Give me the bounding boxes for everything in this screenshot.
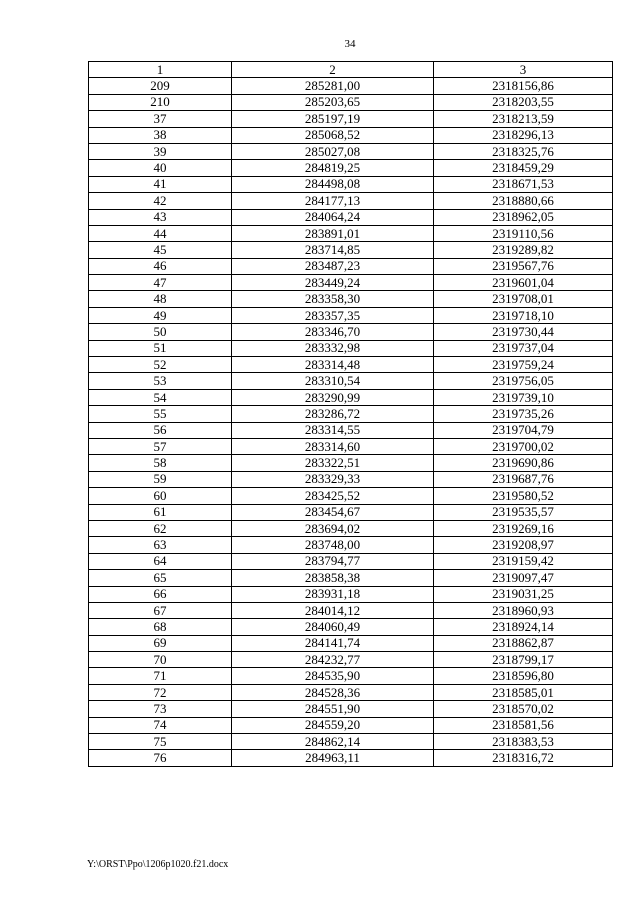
table-row (89, 701, 613, 717)
y-coordinate-cell: 2319704,79 (434, 422, 613, 438)
x-coordinate-cell: 283748,00 (232, 537, 434, 553)
table-row (89, 143, 613, 159)
point-number-cell: 45 (89, 242, 232, 258)
y-coordinate-cell: 2318213,59 (434, 111, 613, 127)
table-row (89, 422, 613, 438)
point-number-cell: 66 (89, 586, 232, 602)
y-coordinate-cell: 2318581,56 (434, 717, 613, 733)
x-coordinate-cell: 284498,08 (232, 176, 434, 192)
point-number-cell: 43 (89, 209, 232, 225)
x-coordinate-cell: 283290,99 (232, 389, 434, 405)
y-coordinate-cell: 2318383,53 (434, 734, 613, 750)
point-number-cell: 44 (89, 225, 232, 241)
point-number-cell: 76 (89, 750, 232, 766)
y-coordinate-cell: 2319097,47 (434, 570, 613, 586)
point-number-cell: 74 (89, 717, 232, 733)
point-number-cell: 68 (89, 619, 232, 635)
point-number-cell: 52 (89, 357, 232, 373)
point-number-cell: 210 (89, 94, 232, 110)
point-number-cell: 71 (89, 668, 232, 684)
point-number-cell: 75 (89, 734, 232, 750)
point-number-cell: 49 (89, 307, 232, 323)
y-coordinate-cell: 2319208,97 (434, 537, 613, 553)
table-header-row (89, 62, 613, 78)
table-row (89, 717, 613, 733)
point-number-cell: 209 (89, 78, 232, 94)
x-coordinate-cell: 283322,51 (232, 455, 434, 471)
x-coordinate-cell: 285068,52 (232, 127, 434, 143)
column-header-3: 3 (434, 62, 613, 78)
y-coordinate-cell: 2318962,05 (434, 209, 613, 225)
point-number-cell: 46 (89, 258, 232, 274)
x-coordinate-cell: 284559,20 (232, 717, 434, 733)
point-number-cell: 73 (89, 701, 232, 717)
y-coordinate-cell: 2319708,01 (434, 291, 613, 307)
table-row (89, 455, 613, 471)
table-row (89, 537, 613, 553)
point-number-cell: 57 (89, 438, 232, 454)
table-row (89, 291, 613, 307)
table-row (89, 520, 613, 536)
x-coordinate-cell: 283714,85 (232, 242, 434, 258)
y-coordinate-cell: 2319031,25 (434, 586, 613, 602)
y-coordinate-cell: 2319756,05 (434, 373, 613, 389)
y-coordinate-cell: 2319690,86 (434, 455, 613, 471)
x-coordinate-cell: 285203,65 (232, 94, 434, 110)
y-coordinate-cell: 2318156,86 (434, 78, 613, 94)
y-coordinate-cell: 2319567,76 (434, 258, 613, 274)
point-number-cell: 70 (89, 652, 232, 668)
table-row (89, 619, 613, 635)
y-coordinate-cell: 2319535,57 (434, 504, 613, 520)
x-coordinate-cell: 284551,90 (232, 701, 434, 717)
table-row (89, 750, 613, 766)
point-number-cell: 48 (89, 291, 232, 307)
x-coordinate-cell: 284535,90 (232, 668, 434, 684)
y-coordinate-cell: 2318862,87 (434, 635, 613, 651)
table-row (89, 471, 613, 487)
y-coordinate-cell: 2319110,56 (434, 225, 613, 241)
table-row (89, 684, 613, 700)
y-coordinate-cell: 2319739,10 (434, 389, 613, 405)
x-coordinate-cell: 284177,13 (232, 193, 434, 209)
column-header-2: 2 (232, 62, 434, 78)
y-coordinate-cell: 2319601,04 (434, 275, 613, 291)
table-row (89, 438, 613, 454)
table-row (89, 488, 613, 504)
table-row (89, 209, 613, 225)
x-coordinate-cell: 283332,98 (232, 340, 434, 356)
point-number-cell: 65 (89, 570, 232, 586)
x-coordinate-cell: 283314,48 (232, 357, 434, 373)
y-coordinate-cell: 2319269,16 (434, 520, 613, 536)
y-coordinate-cell: 2318570,02 (434, 701, 613, 717)
table-row (89, 258, 613, 274)
x-coordinate-cell: 285281,00 (232, 78, 434, 94)
point-number-cell: 50 (89, 324, 232, 340)
point-number-cell: 37 (89, 111, 232, 127)
x-coordinate-cell: 283314,55 (232, 422, 434, 438)
x-coordinate-cell: 283346,70 (232, 324, 434, 340)
point-number-cell: 47 (89, 275, 232, 291)
y-coordinate-cell: 2318924,14 (434, 619, 613, 635)
y-coordinate-cell: 2318596,80 (434, 668, 613, 684)
table-row (89, 111, 613, 127)
table-row (89, 553, 613, 569)
x-coordinate-cell: 284232,77 (232, 652, 434, 668)
x-coordinate-cell: 284963,11 (232, 750, 434, 766)
page-number: 34 (344, 38, 356, 50)
y-coordinate-cell: 2319700,02 (434, 438, 613, 454)
y-coordinate-cell: 2318296,13 (434, 127, 613, 143)
x-coordinate-cell: 283487,23 (232, 258, 434, 274)
x-coordinate-cell: 283454,67 (232, 504, 434, 520)
table-row (89, 176, 613, 192)
table-row (89, 504, 613, 520)
table-row (89, 94, 613, 110)
x-coordinate-cell: 283425,52 (232, 488, 434, 504)
x-coordinate-cell: 283931,18 (232, 586, 434, 602)
table-row (89, 373, 613, 389)
y-coordinate-cell: 2319759,24 (434, 357, 613, 373)
y-coordinate-cell: 2318203,55 (434, 94, 613, 110)
x-coordinate-cell: 285197,19 (232, 111, 434, 127)
table-row (89, 340, 613, 356)
table-row (89, 78, 613, 94)
x-coordinate-cell: 284014,12 (232, 602, 434, 618)
point-number-cell: 67 (89, 602, 232, 618)
x-coordinate-cell: 283314,60 (232, 438, 434, 454)
point-number-cell: 62 (89, 520, 232, 536)
coordinates-table (88, 61, 613, 767)
table-row (89, 225, 613, 241)
y-coordinate-cell: 2318960,93 (434, 602, 613, 618)
y-coordinate-cell: 2319159,42 (434, 553, 613, 569)
x-coordinate-cell: 284060,49 (232, 619, 434, 635)
point-number-cell: 64 (89, 553, 232, 569)
x-coordinate-cell: 285027,08 (232, 143, 434, 159)
y-coordinate-cell: 2319737,04 (434, 340, 613, 356)
y-coordinate-cell: 2319718,10 (434, 307, 613, 323)
y-coordinate-cell: 2319687,76 (434, 471, 613, 487)
x-coordinate-cell: 283357,35 (232, 307, 434, 323)
x-coordinate-cell: 284064,24 (232, 209, 434, 225)
table-row (89, 602, 613, 618)
table-row (89, 668, 613, 684)
table-row (89, 635, 613, 651)
point-number-cell: 69 (89, 635, 232, 651)
point-number-cell: 51 (89, 340, 232, 356)
footer-file-path: Y:\ORST\Ppo\1206p1020.f21.docx (87, 859, 229, 870)
y-coordinate-cell: 2319730,44 (434, 324, 613, 340)
y-coordinate-cell: 2318799,17 (434, 652, 613, 668)
y-coordinate-cell: 2318325,76 (434, 143, 613, 159)
x-coordinate-cell: 283310,54 (232, 373, 434, 389)
x-coordinate-cell: 283694,02 (232, 520, 434, 536)
point-number-cell: 60 (89, 488, 232, 504)
y-coordinate-cell: 2318459,29 (434, 160, 613, 176)
point-number-cell: 61 (89, 504, 232, 520)
table-row (89, 570, 613, 586)
x-coordinate-cell: 283794,77 (232, 553, 434, 569)
table-row (89, 160, 613, 176)
point-number-cell: 39 (89, 143, 232, 159)
x-coordinate-cell: 284819,25 (232, 160, 434, 176)
table-row (89, 127, 613, 143)
point-number-cell: 53 (89, 373, 232, 389)
x-coordinate-cell: 283358,30 (232, 291, 434, 307)
y-coordinate-cell: 2319289,82 (434, 242, 613, 258)
table-row (89, 307, 613, 323)
x-coordinate-cell: 283449,24 (232, 275, 434, 291)
table-row (89, 406, 613, 422)
table-row (89, 586, 613, 602)
point-number-cell: 56 (89, 422, 232, 438)
x-coordinate-cell: 283286,72 (232, 406, 434, 422)
x-coordinate-cell: 283329,33 (232, 471, 434, 487)
table-row (89, 734, 613, 750)
table-row (89, 324, 613, 340)
point-number-cell: 63 (89, 537, 232, 553)
table-row (89, 242, 613, 258)
x-coordinate-cell: 283891,01 (232, 225, 434, 241)
table-row (89, 193, 613, 209)
table-row (89, 652, 613, 668)
point-number-cell: 59 (89, 471, 232, 487)
column-header-1: 1 (89, 62, 232, 78)
table-row (89, 357, 613, 373)
y-coordinate-cell: 2319580,52 (434, 488, 613, 504)
point-number-cell: 38 (89, 127, 232, 143)
point-number-cell: 54 (89, 389, 232, 405)
x-coordinate-cell: 284862,14 (232, 734, 434, 750)
y-coordinate-cell: 2319735,26 (434, 406, 613, 422)
y-coordinate-cell: 2318585,01 (434, 684, 613, 700)
x-coordinate-cell: 283858,38 (232, 570, 434, 586)
point-number-cell: 58 (89, 455, 232, 471)
x-coordinate-cell: 284141,74 (232, 635, 434, 651)
y-coordinate-cell: 2318671,53 (434, 176, 613, 192)
point-number-cell: 40 (89, 160, 232, 176)
y-coordinate-cell: 2318880,66 (434, 193, 613, 209)
table-row (89, 275, 613, 291)
point-number-cell: 42 (89, 193, 232, 209)
table-body (89, 62, 613, 767)
table-row (89, 389, 613, 405)
point-number-cell: 41 (89, 176, 232, 192)
point-number-cell: 55 (89, 406, 232, 422)
x-coordinate-cell: 284528,36 (232, 684, 434, 700)
point-number-cell: 72 (89, 684, 232, 700)
y-coordinate-cell: 2318316,72 (434, 750, 613, 766)
